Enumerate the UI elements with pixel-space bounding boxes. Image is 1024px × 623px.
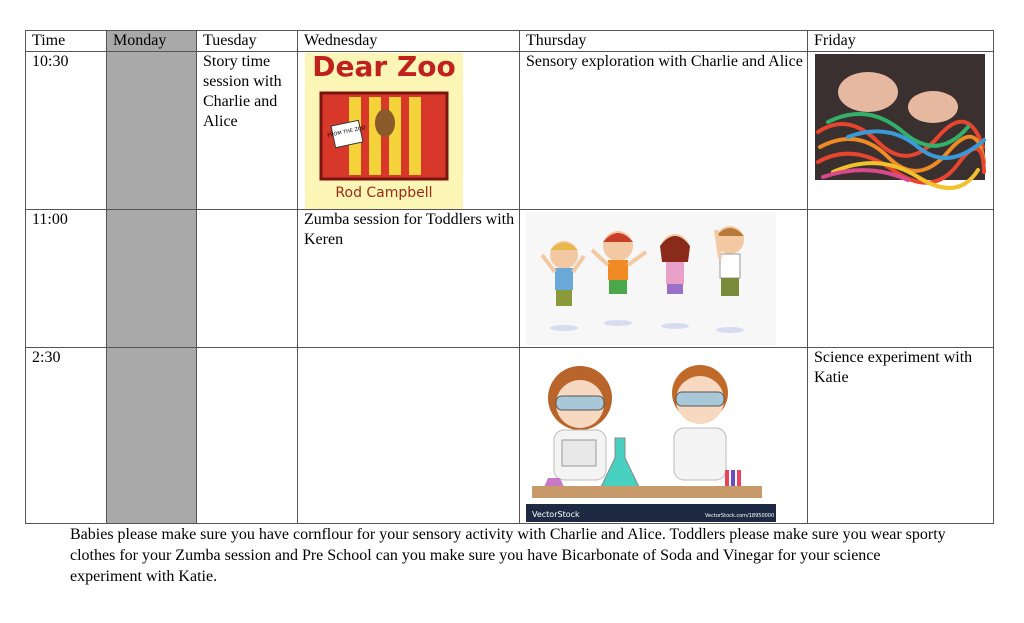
friday-cell — [808, 210, 994, 348]
book-title: Dear Zoo — [312, 51, 456, 83]
tuesday-cell: Story time session with Charlie and Alice — [197, 52, 298, 210]
wednesday-cell: Zumba session for Toddlers with Keren — [298, 210, 520, 348]
thursday-cell — [520, 210, 808, 348]
vectorstock-watermark: VectorStock — [532, 510, 580, 519]
friday-cell — [808, 52, 994, 210]
thursday-cell: Sensory exploration with Charlie and Alice — [520, 52, 808, 210]
vectorstock-id: VectorStock.com/18950000 — [705, 513, 775, 519]
time-cell: 11:00 — [26, 210, 107, 348]
header-tuesday: Tuesday — [197, 31, 298, 52]
timetable — [25, 30, 994, 524]
header-monday: Monday — [107, 31, 197, 52]
header-row — [26, 31, 994, 52]
friday-cell: Science experiment with Katie — [808, 348, 994, 524]
header-friday: Friday — [808, 31, 994, 52]
tuesday-cell — [197, 210, 298, 348]
wednesday-cell — [298, 348, 520, 524]
monday-cell — [107, 52, 197, 210]
wednesday-cell — [298, 52, 520, 210]
science-kids-illustration — [520, 348, 807, 523]
jumping-kids-illustration — [520, 210, 807, 347]
time-cell: 10:30 — [26, 52, 107, 210]
book-cover — [305, 53, 463, 209]
dear-zoo-cover-image — [298, 52, 519, 209]
time-cell: 2:30 — [26, 348, 107, 524]
reminder-note: Babies please make sure you have cornflour for your sensory activity with Charlie and Alice. Toddlers please make sure you wear sporty clothes for your Zumba session and Pre School can you make sure you have Bicarbonate of Soda and Vinegar for your science experiment with Katie. — [70, 526, 946, 585]
row-1100 — [26, 210, 994, 348]
row-230 — [26, 348, 994, 524]
monday-cell — [107, 210, 197, 348]
book-author: Rod Campbell — [335, 185, 433, 201]
row-1030 — [26, 52, 994, 210]
tuesday-cell — [197, 348, 298, 524]
header-wednesday: Wednesday — [298, 31, 520, 52]
thursday-cell — [520, 348, 808, 524]
crate-sign: FROM THE ZOO — [326, 125, 367, 140]
rainbow-spaghetti-photo — [808, 52, 993, 209]
header-time: Time — [26, 31, 107, 52]
header-thursday: Thursday — [520, 31, 808, 52]
monday-cell — [107, 348, 197, 524]
